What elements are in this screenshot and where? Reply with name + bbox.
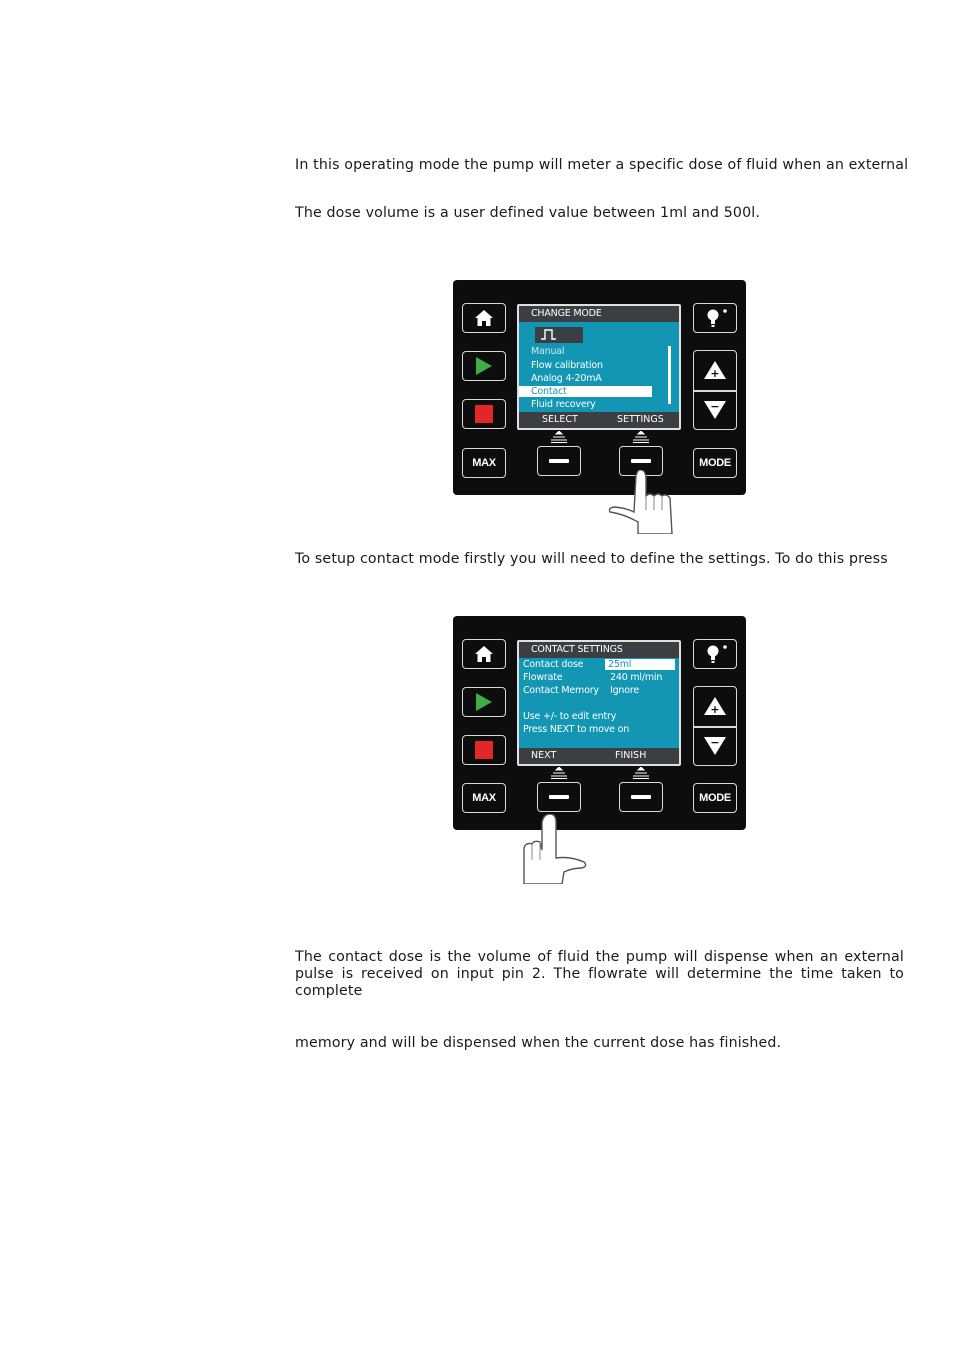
- stop-button[interactable]: [462, 399, 506, 429]
- home-icon: [474, 645, 494, 663]
- softkey-select[interactable]: [537, 446, 581, 476]
- pump-panel-contact-settings: [453, 616, 746, 830]
- plus-icon[interactable]: [703, 360, 727, 380]
- mode-label: MODE: [699, 457, 731, 469]
- setting-value-contact-dose[interactable]: 25ml: [608, 659, 632, 670]
- softkey-labels: [519, 412, 679, 428]
- mode-item-flow-calibration[interactable]: Flow calibration: [531, 360, 603, 371]
- softkey-finish[interactable]: [619, 782, 663, 812]
- minus-icon[interactable]: [703, 400, 727, 420]
- pointing-hand-icon: [600, 470, 690, 534]
- pump-panel-change-mode: [453, 280, 746, 495]
- home-icon: [474, 309, 494, 327]
- setting-label-contact-memory: Contact Memory: [523, 685, 599, 696]
- setting-value-contact-memory[interactable]: Ignore: [610, 685, 640, 696]
- play-button[interactable]: [462, 351, 506, 381]
- lightbulb-icon: [702, 308, 728, 328]
- play-icon: [475, 356, 493, 376]
- max-button[interactable]: [462, 783, 506, 813]
- pulse-icon: [535, 327, 583, 343]
- setting-value-flowrate[interactable]: 240 ml/min: [610, 672, 663, 683]
- pointing-hand-icon: [518, 814, 598, 884]
- mode-button[interactable]: [693, 448, 737, 478]
- minus-label: −: [710, 736, 720, 749]
- softkey-right-arrows-icon: [631, 431, 651, 443]
- softkey-right-label: FINISH: [615, 750, 647, 761]
- paragraph-intro: In this operating mode the pump will meter a specific dose of fluid when an external: [295, 157, 909, 173]
- mode-button[interactable]: [693, 783, 737, 813]
- softkey-right-label: SETTINGS: [617, 414, 664, 425]
- setting-label-contact-dose: Contact dose: [523, 659, 584, 670]
- lightbulb-icon: [702, 644, 728, 664]
- max-label: MAX: [472, 457, 496, 469]
- softkey-labels: [519, 748, 679, 764]
- paragraph-dose-volume: The dose volume is a user defined value between 1ml and 500l.: [295, 205, 760, 221]
- lcd-screen-contact-settings: [517, 640, 681, 766]
- paragraph-setup: To setup contact mode firstly you will need to define the settings. To do this press: [295, 551, 888, 567]
- plus-minus-group: [693, 350, 737, 430]
- setting-label-flowrate: Flowrate: [523, 672, 563, 683]
- mode-item-fluid-recovery[interactable]: Fluid recovery: [531, 399, 596, 410]
- lcd-screen-change-mode: [517, 304, 681, 430]
- light-button[interactable]: [693, 639, 737, 669]
- softkey-left-label: SELECT: [542, 414, 578, 425]
- max-button[interactable]: [462, 448, 506, 478]
- paragraph-memory: memory and will be dispensed when the current dose has finished.: [295, 1035, 782, 1051]
- light-button[interactable]: [693, 303, 737, 333]
- stop-icon: [475, 405, 493, 423]
- softkey-right-arrows-icon: [631, 767, 651, 779]
- hint-next: Press NEXT to move on: [523, 724, 630, 735]
- plus-minus-group: [693, 686, 737, 766]
- softkey-left-label: NEXT: [531, 750, 557, 761]
- softkey-left-arrows-icon: [549, 431, 569, 443]
- mode-item-analog[interactable]: Analog 4-20mA: [531, 373, 602, 384]
- mode-item-manual[interactable]: Manual: [531, 346, 565, 357]
- softkey-next[interactable]: [537, 782, 581, 812]
- max-label: MAX: [472, 792, 496, 804]
- hint-edit: Use +/- to edit entry: [523, 711, 617, 722]
- plus-label: +: [710, 703, 720, 716]
- minus-icon[interactable]: [703, 736, 727, 756]
- home-button[interactable]: [462, 303, 506, 333]
- pulse-mode-box: [535, 327, 583, 343]
- minus-label: −: [710, 400, 720, 413]
- softkey-left-arrows-icon: [549, 767, 569, 779]
- play-button[interactable]: [462, 687, 506, 717]
- plus-label: +: [710, 367, 720, 380]
- plus-icon[interactable]: [703, 696, 727, 716]
- screen-title: CHANGE MODE: [519, 306, 679, 322]
- play-icon: [475, 692, 493, 712]
- stop-icon: [475, 741, 493, 759]
- home-button[interactable]: [462, 639, 506, 669]
- mode-label: MODE: [699, 792, 731, 804]
- screen-title: CONTACT SETTINGS: [519, 642, 679, 658]
- paragraph-contact-dose: The contact dose is the volume of fluid the pump will dispense when an external pulse is received on input pin 2. The flowrate will determine the time taken to complete: [295, 949, 904, 999]
- mode-item-contact[interactable]: Contact: [531, 386, 567, 397]
- stop-button[interactable]: [462, 735, 506, 765]
- scrollbar[interactable]: [668, 346, 671, 404]
